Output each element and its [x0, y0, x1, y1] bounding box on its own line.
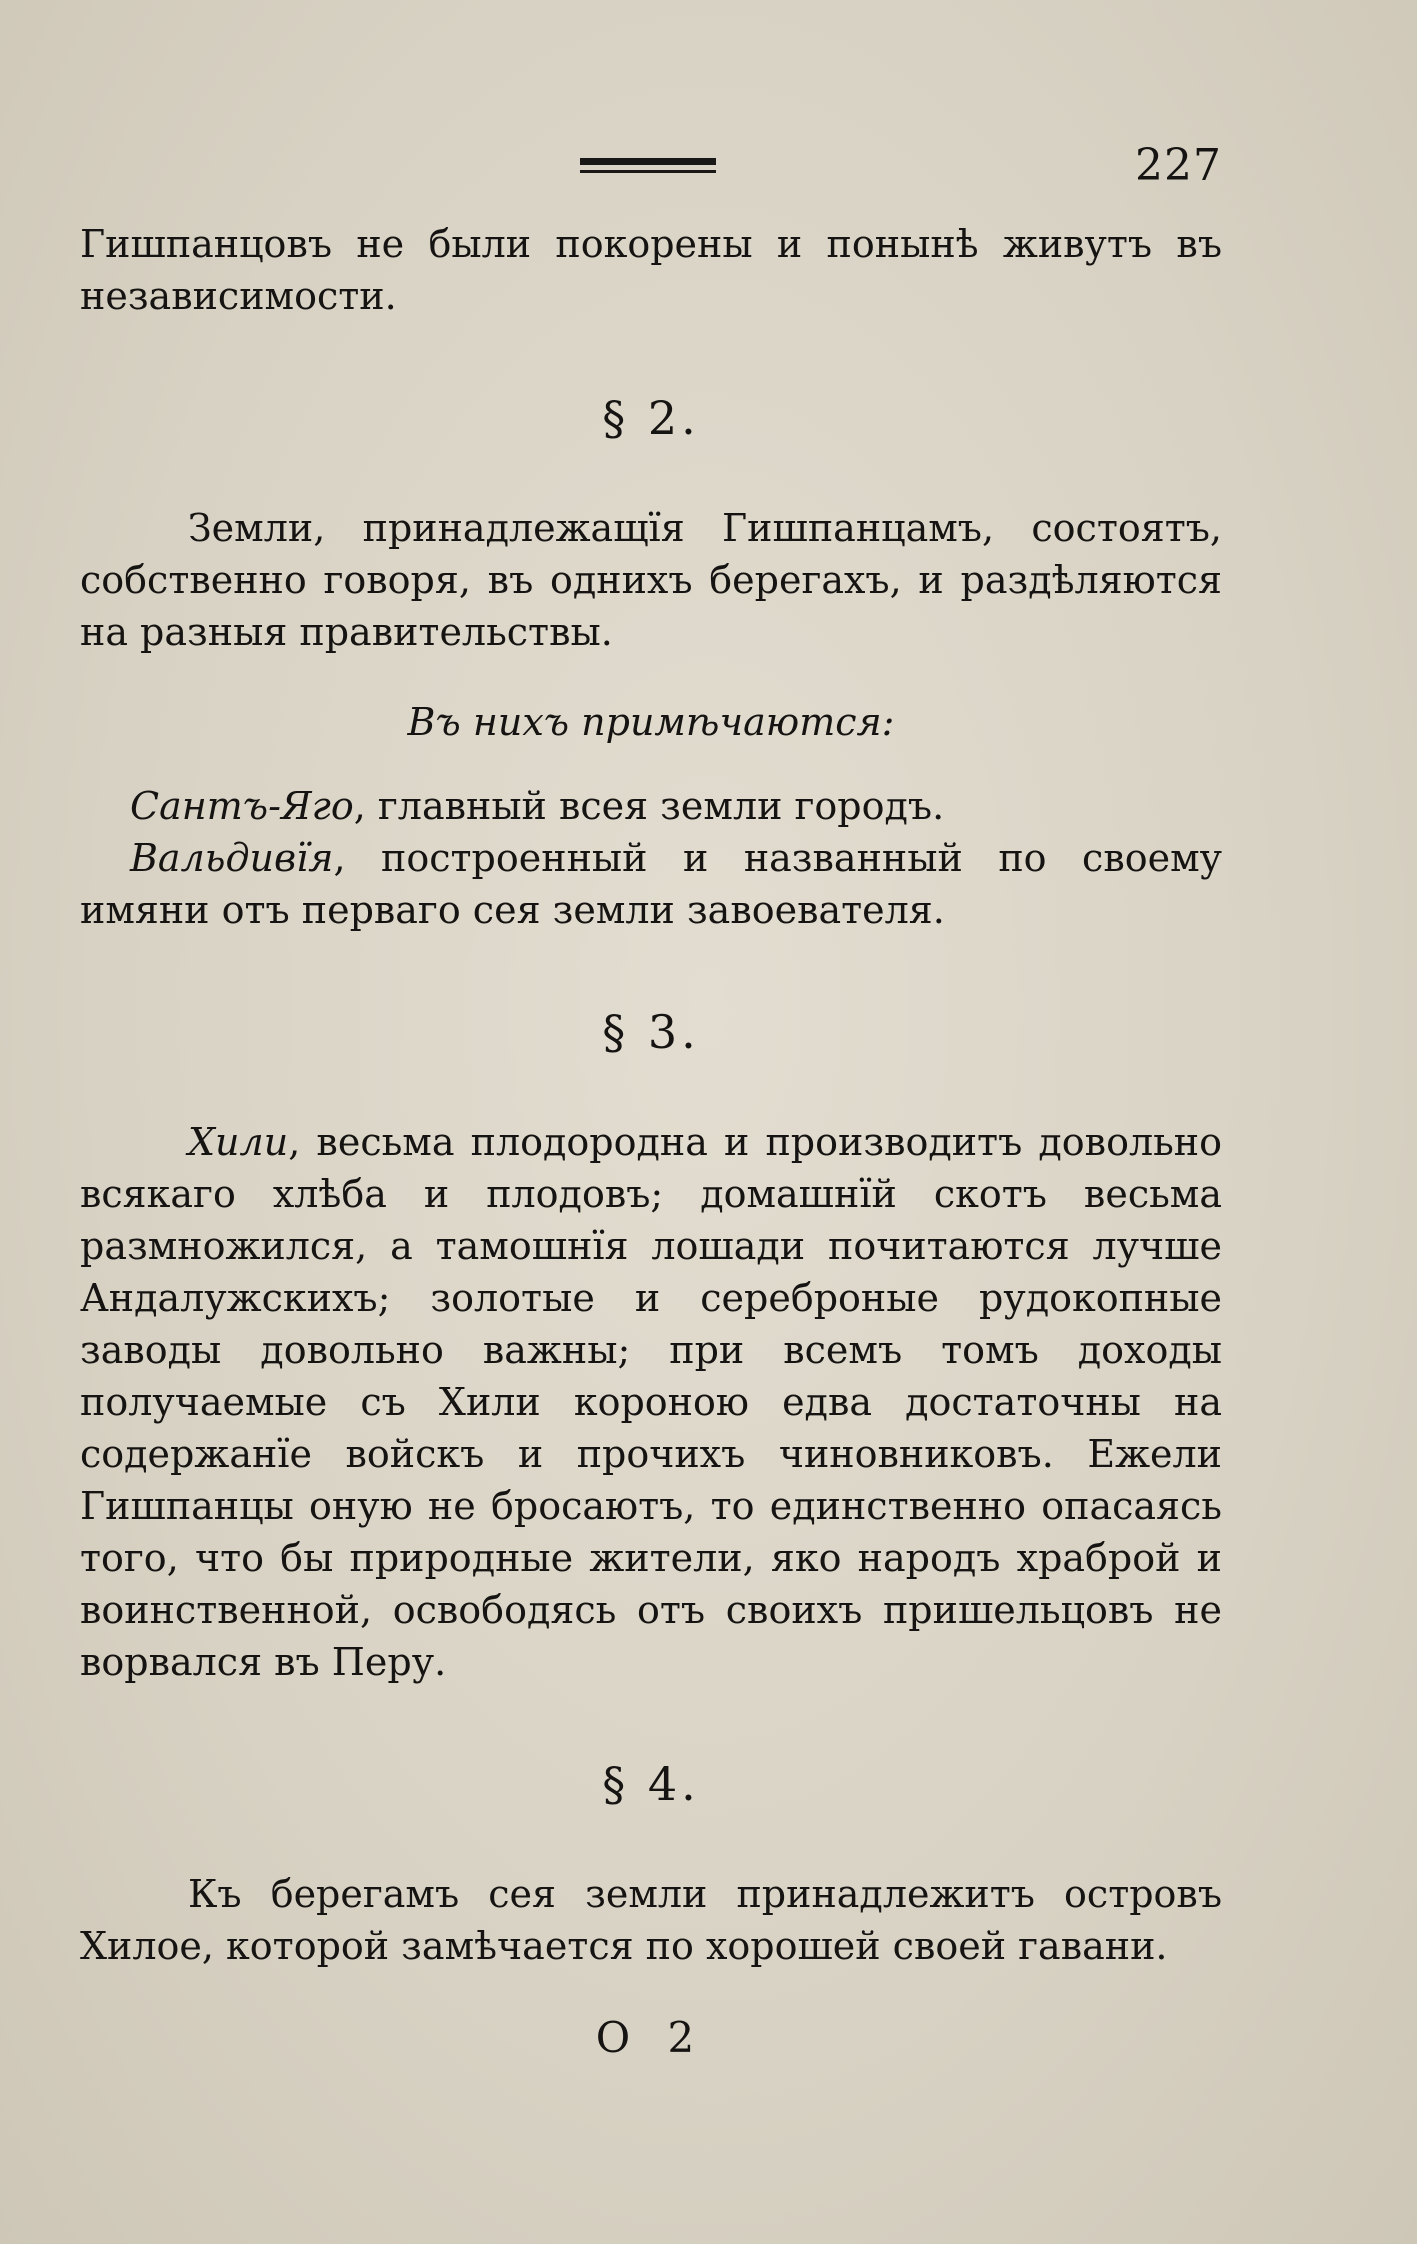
entry-santiago-place: Сантъ-Яго — [130, 784, 354, 828]
entry-valdivia — [80, 832, 1222, 936]
entry-santiago-text: , главный всея земли городъ. — [353, 784, 945, 828]
continuation-paragraph: Гишпанцовъ не были покорены и понынѣ живутъ въ независимости. — [80, 222, 1222, 318]
page-body — [80, 218, 1222, 2064]
signature-mark: О 2 — [595, 2013, 707, 2062]
section-2-subheading: Въ нихъ примѣчаются: — [407, 700, 895, 744]
section-3-text: , весьма плодородна и производитъ довольно всякаго хлѣба и плодовъ; домашнїй скотъ весьма размножился, а тамошнїя лошади почитаются лучше Андалужскихъ; золотые и сереброные рудокопные заводы довольно важны; при всемъ томъ доходы получаемые съ Хили короною едва достаточны на содержанїе войскъ и прочихъ чиновниковъ. Ежели Гишпанцы оную не бросаютъ, то единственно опасаясь того, что бы природные жители, яко народъ храброй и воинственной, освободясь отъ своихъ пришельцовъ не ворвался въ Перу. — [80, 1120, 1222, 1684]
entry-valdivia-place: Вальдивїя — [130, 836, 334, 880]
section-4-paragraph: Къ берегамъ сея земли принадлежитъ островъ Хилое, которой замѣчается по хорошей своей гавани. — [80, 1872, 1222, 1968]
entry-santiago — [80, 780, 1222, 832]
section-3-lead: Хили — [188, 1120, 289, 1164]
page-header — [0, 140, 1417, 200]
section-3-heading: § 3. — [602, 1005, 700, 1059]
section-4-heading: § 4. — [602, 1757, 700, 1811]
entry-valdivia-text: , построенный и названный по своему имяни отъ перваго сея земли завоевателя. — [80, 836, 1222, 932]
section-2-heading: § 2. — [602, 391, 700, 445]
section-3-paragraph — [80, 1116, 1222, 1688]
page-number: 227 — [1135, 140, 1222, 191]
header-rule — [580, 158, 716, 178]
section-2-paragraph: Земли, принадлежащїя Гишпанцамъ, состоятъ, собственно говоря, въ однихъ берегахъ, и раздѣляются на разныя правительствы. — [80, 506, 1222, 654]
